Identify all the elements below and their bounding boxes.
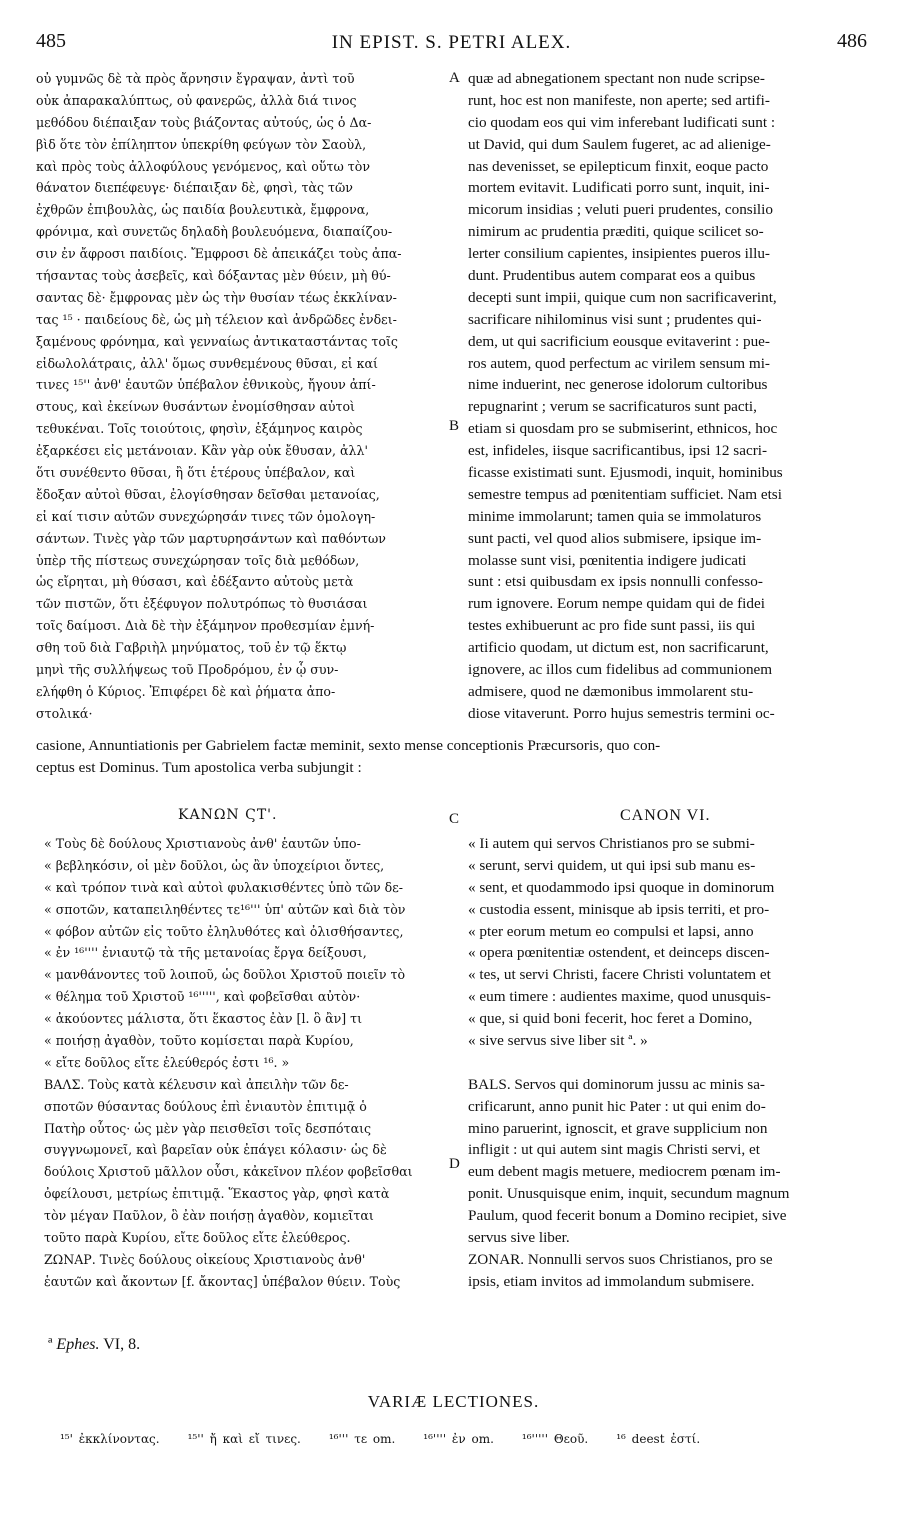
variant-reading: ¹⁵' ἐκκλίνοντας. bbox=[60, 1432, 160, 1446]
greek-canon-line: Πατὴρ οὗτος· ὡς μὲν γὰρ πεισθεῖσι τοῖς δεσπόταις bbox=[44, 1120, 372, 1136]
latin-text-line: minime immolarunt; tamen quia se immolaturos bbox=[468, 507, 762, 525]
greek-canon-line: « θέλημα τοῦ Χριστοῦ ¹⁶''''', καὶ φοβεῖσθαι αὐτὸν· bbox=[44, 989, 361, 1005]
greek-text-line: σιν ἐν ἄφροσι παιδίοις. Ἔμφροσι δὲ ἀπεικάζει τοὺς ἀπα- bbox=[36, 246, 402, 262]
margin-marker-b: B bbox=[449, 418, 460, 434]
latin-text-line: dunt. Prudentibus autem comparat eos a quibus bbox=[468, 267, 756, 285]
latin-text-line: nas devenisset, se epilepticum finxit, eoque pacto bbox=[468, 157, 769, 175]
variant-reading: ¹⁶'''' ἐν om. bbox=[423, 1432, 494, 1446]
latin-text-line: dem, ut qui sacrificium eousque evitaverint : pue- bbox=[468, 332, 770, 350]
greek-text-line: τας ¹⁵ · παιδείους δὲ, ὡς μὴ τέλειον καὶ ἀνδρῶδες ἐνδει- bbox=[36, 311, 397, 327]
greek-canon-line: « φόβον αὐτῶν εἰς τοῦτο ἐληλυθότες καὶ ὀλισθήσαντες, bbox=[44, 923, 404, 939]
latin-text-line: cio quodam eos qui vim inferebant ludificati sunt : bbox=[468, 113, 776, 131]
greek-text-line: τῶν πιστῶν, ὅτι ἐξέφυγον πολυτρόπως τὸ θυσιάσαι bbox=[36, 596, 368, 612]
latin-canon-line: ipsis, etiam invitos ad immolandum submisere. bbox=[468, 1272, 755, 1290]
greek-text-line: ὡς εἴρηται, μὴ θύσασι, καὶ ἐδέξαντο αὐτοὺς μετὰ bbox=[36, 574, 354, 590]
full-width-line: ceptus est Dominus. Tum apostolica verba subjungit : bbox=[36, 758, 362, 776]
greek-text-line: σάντων. Τινὲς γὰρ τῶν μαρτυρησάντων καὶ παθόντων bbox=[36, 530, 386, 546]
page-header bbox=[36, 30, 867, 60]
greek-text-line: στους, καὶ ἐκείνων θυσάντων ἐνομίσθησαν αὐτοὶ bbox=[36, 399, 355, 415]
greek-text-line: σθη τοῦ διὰ Γαβριὴλ μηνύματος, τοῦ ἐν τῷ ἕκτῳ bbox=[36, 640, 347, 656]
greek-canon-line: « ποιήσῃ ἀγαθὸν, τοῦτο κομίσεται παρὰ Κυρίου, bbox=[44, 1033, 354, 1049]
greek-text-line: ὅτι συνέθεντο θῦσαι, ἢ ὅτι ἑτέρους ὑπέβαλον, καὶ bbox=[36, 465, 356, 481]
latin-text-line: nimirum ac prudentia præditi, quique scilicet so- bbox=[468, 223, 764, 241]
margin-marker-c: C bbox=[449, 811, 460, 827]
latin-canon-line: infligit : ut qui autem sint magis Christi servi, et bbox=[468, 1141, 760, 1159]
greek-canon-line: « καὶ τρόπον τινὰ καὶ αὐτοὶ φυλακισθέντες ὑπὸ τῶν δε- bbox=[44, 879, 403, 895]
latin-canon-line: « opera pœnitentiæ ostendent, et deinceps discen- bbox=[468, 944, 770, 962]
latin-text-line: mortem evitavit. Ludificati porro sunt, inquit, ini- bbox=[468, 179, 770, 197]
latin-canon-line: « sent, et quodammodo ipsi quoque in dominorum bbox=[468, 878, 775, 896]
greek-text-line: μηνὶ τῆς συλλήψεως τοῦ Προδρόμου, ἐν ᾧ συν- bbox=[36, 662, 339, 678]
greek-canon-line: ΒΑΛΣ. Τοὺς κατὰ κέλευσιν καὶ ἀπειλὴν τῶν δε- bbox=[44, 1076, 349, 1092]
greek-text-line: τοῖς δαίμοσι. Διὰ δὲ τὴν ἑξάμηνον προθεσμίαν ἐμνή- bbox=[36, 618, 375, 634]
greek-canon-line: ὀφείλουσι, μετρίως ἐπιτιμᾷ. Ἕκαστος γὰρ, φησὶ κατὰ bbox=[44, 1186, 390, 1202]
greek-text-line: τεθυκέναι. Τοῖς τοιούτοις, φησὶν, ἑξάμηνος καιρὸς bbox=[36, 421, 363, 437]
latin-text-line: runt, hoc est non manifeste, non aperte; sed artifi- bbox=[468, 91, 770, 109]
canon-title-greek: ΚΑΝΩΝ ϚΤ'. bbox=[178, 807, 278, 823]
variant-reading: ¹⁶ deest ἐστί. bbox=[616, 1432, 701, 1446]
greek-text-line: εἰ καί τισιν αὐτῶν συνεχώρησάν τινες τῶν ὁμολογη- bbox=[36, 508, 376, 524]
greek-canon-line: « μανθάνοντες τοῦ λοιποῦ, ὡς δοῦλοι Χριστοῦ ποιεῖν τὸ bbox=[44, 967, 406, 983]
greek-column-top bbox=[36, 68, 456, 725]
greek-text-line: εἰδωλολάτραις, ἀλλ' ὅμως συνθεμένους θῦσαι, εἰ καί bbox=[36, 355, 378, 371]
greek-text-line: οὐ γυμνῶς δὲ τὰ πρὸς ἄρνησιν ἔγραψαν, ἀντὶ τοῦ bbox=[36, 71, 355, 86]
full-width-text bbox=[36, 735, 876, 779]
greek-canon-line: « Τοὺς δὲ δούλους Χριστιανοὺς ἀνθ' ἑαυτῶν ὑπο- bbox=[44, 836, 361, 851]
greek-canon-line: δούλοις Χριστοῦ μᾶλλον οὖσι, κἀκεῖνον πλέον φοβεῖσθαι bbox=[44, 1164, 413, 1180]
canon-title-latin: CANON VI. bbox=[620, 807, 711, 824]
greek-text-line: βὶδ ὅτε τὸν ἐπίληπτον ὑπεκρίθη φεύγων τὸν Σαοὺλ, bbox=[36, 136, 367, 152]
page-number-right: 486 bbox=[837, 30, 867, 52]
latin-text-line: quæ ad abnegationem spectant non nude scripse- bbox=[468, 70, 765, 87]
greek-text-line: μεθόδου διέπαιξαν τοὺς βιάζοντας αὐτούς, ὡς ὁ Δα- bbox=[36, 114, 372, 130]
latin-text-line: nime induerint, nec generose idolorum cultoribus bbox=[468, 376, 768, 394]
greek-text-line: τήσαντας τοὺς ἀσεβεῖς, καὶ δόξαντας μὲν θύειν, μὴ θύ- bbox=[36, 268, 391, 284]
greek-canon-line: σποτῶν θύσαντας δούλους ἐπὶ ἐνιαυτὸν ἐπιτιμᾷ ὁ bbox=[44, 1098, 367, 1114]
latin-canon-line: « tes, ut servi Christi, facere Christi voluntatem et bbox=[468, 966, 771, 984]
greek-text-line: ἔδοξαν αὐτοὶ θῦσαι, ἐλογίσθησαν δεῖσθαι μετανοίας, bbox=[36, 486, 380, 502]
greek-text-line: τινες ¹⁵'' ἀνθ' ἑαυτῶν ὑπέβαλον ἐθνικοὺς, ἤγουν ἀπί- bbox=[36, 377, 376, 393]
greek-text-line: στολικά· bbox=[36, 705, 93, 721]
latin-canon-line: « eum timere : audientes maxime, quod unusquis- bbox=[468, 988, 771, 1006]
variant-reading: ¹⁶''''' Θεοῦ. bbox=[521, 1432, 589, 1446]
latin-canon-line: mino paruerint, ignoscit, et grave supplicium non bbox=[468, 1119, 768, 1137]
greek-canon-line: « ἐν ¹⁶'''' ἐνιαυτῷ τὰ τῆς μετανοίας ἔργα δείξουσι, bbox=[44, 945, 367, 961]
latin-column-canon bbox=[468, 833, 876, 1293]
latin-text-line: ignovere, ac illos cum fidelibus ad communionem bbox=[468, 661, 773, 679]
latin-text-line: diose vitaverunt. Porro hujus semestris termini oc- bbox=[468, 704, 775, 722]
latin-canon-line: « custodia essent, minisque ab ipsis territi, et pro- bbox=[468, 900, 770, 918]
latin-canon-line: crificarunt, anno punit hic Pater : ut qui enim do- bbox=[468, 1097, 766, 1115]
latin-column-top bbox=[468, 68, 876, 725]
latin-text-line: ut David, qui dum Saulem fugeret, ac ad alienige- bbox=[468, 135, 771, 153]
latin-text-line: rum ignovere. Eorum nempe quidam qui de fidei bbox=[468, 595, 765, 613]
greek-canon-line: ἑαυτῶν καὶ ἄκοντων [f. ἄκοντας] ὑπέβαλον θύειν. Τοὺς bbox=[44, 1273, 401, 1289]
margin-marker-d: D bbox=[449, 1156, 460, 1172]
greek-canon-line: « σποτῶν, καταπειληθέντες τε¹⁶''' ὑπ' αὐτῶν καὶ διὰ τὸν bbox=[44, 901, 406, 917]
variant-reading: ¹⁶''' τε om. bbox=[328, 1432, 396, 1446]
footnote-ref: Ephes. bbox=[56, 1336, 100, 1353]
latin-canon-line: « pter eorum metum eo compulsi et lapsi, anno bbox=[468, 922, 754, 940]
greek-text-line: ξαμένους φρόνημα, καὶ γενναίως ἀντικαταστάντας τοῖς bbox=[36, 333, 398, 349]
page-number-left: 485 bbox=[36, 30, 66, 52]
latin-text-line: artificio quodam, ut dictum est, non sacrificarunt, bbox=[468, 639, 769, 657]
latin-canon-line: « sive servus sive liber sit ª. » bbox=[468, 1032, 648, 1050]
footnote-mark: ª bbox=[48, 1336, 53, 1353]
latin-canon-line: « que, si quid boni fecerit, hoc feret a Domino, bbox=[468, 1010, 753, 1028]
running-title: IN EPIST. S. PETRI ALEX. bbox=[331, 32, 572, 53]
greek-canon-line: « βεβληκόσιν, οἱ μὲν δοῦλοι, ὡς ἂν ὑποχείριοι ὄντες, bbox=[44, 857, 385, 873]
full-width-line: casione, Annuntiationis per Gabrielem factæ meminit, sexto mense conceptionis Præcursoris, quo con- bbox=[36, 737, 661, 754]
latin-text-line: micorum insidias ; veluti pueri prudentes, consilio bbox=[468, 201, 773, 219]
margin-marker-a: A bbox=[449, 70, 460, 86]
variant-reading: ¹⁵'' ἤ καὶ εἴ τινες. bbox=[187, 1432, 301, 1446]
latin-text-line: molasse sunt visi, pœnitentia indigere judicati bbox=[468, 551, 747, 569]
greek-text-line: καὶ πρὸς τοὺς ἀλλοφύλους γενόμενος, καὶ οὕτω τὸν bbox=[36, 158, 370, 174]
latin-text-line: semestre tempus ad pœnitentiam sufficiet. Nam etsi bbox=[468, 485, 782, 503]
greek-text-line: οὐκ ἀπαρακαλύπτως, οὐ φανερῶς, ἀλλὰ διά τινος bbox=[36, 92, 357, 108]
latin-text-line: est, infideles, iisque sacrificantibus, ipsi 12 sacri- bbox=[468, 442, 768, 460]
greek-text-line: σαντας δὲ· ἔμφρονας μὲν ὡς τὴν θυσίαν τέως ἐκκλίναν- bbox=[36, 289, 397, 305]
greek-text-line: ἐξαρκέσει εἰς μετάνοιαν. Κἂν γὰρ οὐκ ἔθυσαν, ἀλλ' bbox=[36, 443, 368, 459]
latin-canon-line: Paulum, quod fecerit bonum a Domino recipiet, sive bbox=[468, 1207, 787, 1225]
latin-text-line: testes exhibuerunt ac pro fide sunt passi, iis qui bbox=[468, 617, 756, 635]
greek-text-line: ελήφθη ὁ Κύριος. Ἐπιφέρει δὲ καὶ ῥήματα ἀπο- bbox=[36, 683, 336, 699]
latin-canon-line: ponit. Unusquisque enim, inquit, secundum magnum bbox=[468, 1185, 790, 1203]
greek-text-line: θάνατον διεπέφευγε· διέπαιξαν δὲ, φησὶ, τὰς τῶν bbox=[36, 180, 353, 196]
latin-canon-line: BALS. Servos qui dominorum jussu ac minis sa- bbox=[468, 1075, 765, 1093]
greek-text-line: ἐχθρῶν ἐπιβουλὰς, ὡς παιδία βουλευτικὰ, ἔμφρονα, bbox=[36, 202, 370, 218]
greek-canon-line: συγγνωμονεῖ, καὶ βαρεῖαν οὐκ ἐπάγει κόλασιν· ὡς δὲ bbox=[44, 1142, 387, 1158]
greek-canon-line: τοῦτο παρὰ Κυρίου, εἴτε δοῦλος εἴτε ἐλεύθερος. bbox=[44, 1230, 351, 1246]
latin-canon-line: ZONAR. Nonnulli servos suos Christianos, pro se bbox=[468, 1250, 773, 1268]
latin-text-line: ficasse existimati sunt. Ejusmodi, inquit, hominibus bbox=[468, 464, 783, 482]
latin-canon-line: « Ii autem qui servos Christianos pro se submi- bbox=[468, 835, 755, 852]
greek-canon-line: ΖΩΝΑΡ. Τινὲς δούλους οἰκείους Χριστιανοὺς ἀνθ' bbox=[44, 1251, 366, 1267]
footnote-loc: VI, 8. bbox=[103, 1336, 141, 1353]
greek-canon-line: « ἀκούοντες μάλιστα, ὅτι ἕκαστος ἐὰν [l. ὃ ἂν] τι bbox=[44, 1011, 363, 1027]
latin-canon-line: eum debent magis metuere, mediocrem pœnam im- bbox=[468, 1163, 781, 1181]
variae-lectiones-list bbox=[60, 1432, 867, 1446]
latin-canon-line: servus sive liber. bbox=[468, 1229, 570, 1247]
latin-canon-line bbox=[468, 1052, 876, 1074]
greek-column-canon bbox=[44, 833, 456, 1293]
greek-text-line: ὑπὲρ τῆς πίστεως συνεχώρησαν τοῖς διὰ μεθόδων, bbox=[36, 552, 360, 568]
greek-canon-line: « εἴτε δοῦλος εἴτε ἐλεύθερός ἐστι ¹⁶. » bbox=[44, 1054, 290, 1070]
latin-text-line: decepti sunt impii, quique cum non sacrificaverint, bbox=[468, 288, 777, 306]
latin-text-line: admisere, quod ne dæmonibus immolarent stu- bbox=[468, 682, 754, 700]
latin-text-line: etiam si quosdam pro se submiserint, ethnicos, hoc bbox=[468, 420, 778, 438]
latin-text-line: sacrificare nihilominus visi sunt ; prudentes qui- bbox=[468, 310, 762, 328]
latin-text-line: lerter consilium capientes, insipientes pueros illu- bbox=[468, 245, 770, 263]
latin-text-line: ros autem, quod perfectum ac virilem sensum mi- bbox=[468, 354, 770, 372]
variae-lectiones-title: VARIÆ LECTIONES. bbox=[367, 1392, 540, 1411]
greek-text-line: φρόνιμα, καὶ συνετῶς δηλαδὴ βουλευόμενα, διαπαίζου- bbox=[36, 224, 393, 240]
latin-text-line: sunt : etsi quibusdam ex ipsis nonnulli confesso- bbox=[468, 573, 763, 591]
latin-text-line: repugnarint ; verum se sacrificaturos sunt pacti, bbox=[468, 398, 757, 416]
latin-text-line: sunt pacti, vel quod alios submisere, ipsique im- bbox=[468, 529, 762, 547]
latin-canon-line: « serunt, servi quidem, ut qui ipsi sub manu es- bbox=[468, 856, 756, 874]
greek-canon-line: τὸν μέγαν Παῦλον, ὃ ἐὰν ποιήσῃ ἀγαθὸν, κομιεῖται bbox=[44, 1208, 374, 1224]
footnote bbox=[48, 1336, 140, 1354]
